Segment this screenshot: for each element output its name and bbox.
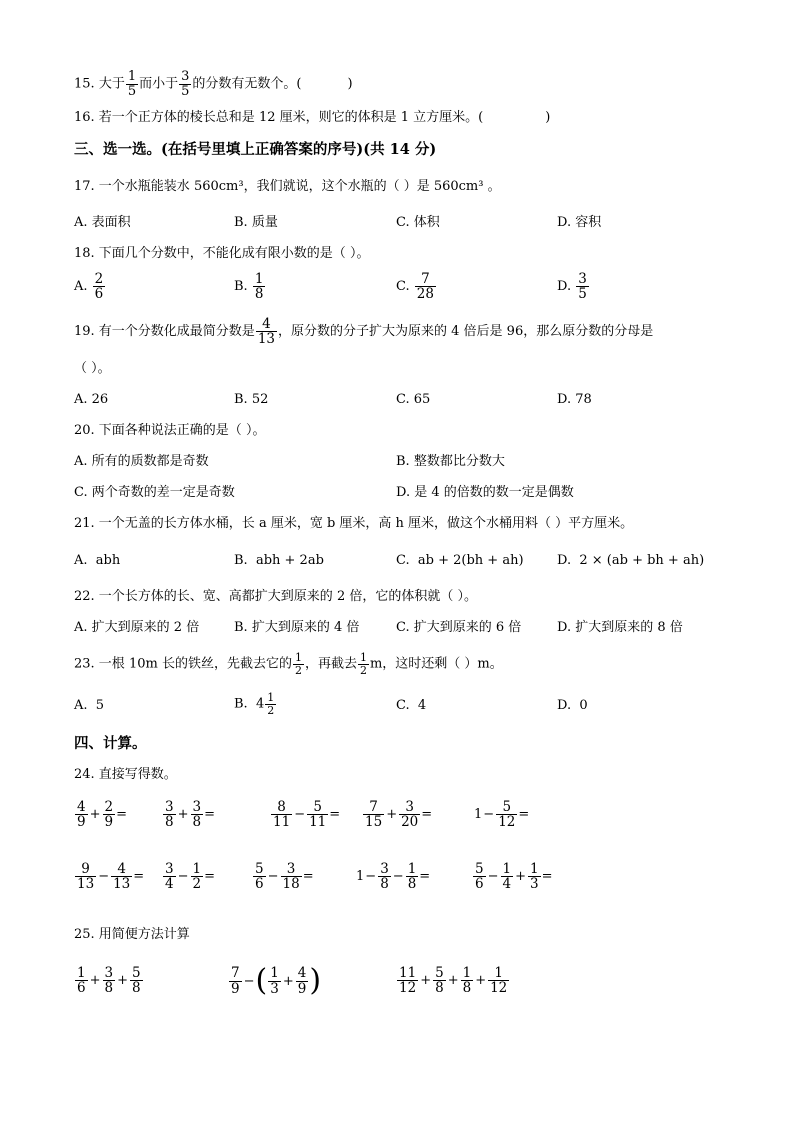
calc-expression: $\frac{1}{6}$ + $\frac{3}{8}$ + $\frac{5}{8}$ [77,965,141,997]
option-b[interactable]: B. 4 $\frac{1}{2}$ [234,691,275,717]
question-16: 16. 若一个正方体的棱长总和是 12 厘米，则它的体积是 1 立方厘米。( ) [74,110,551,125]
calc-item: 1− $\frac{5}{12}$ = [474,799,530,831]
fraction: $\frac{1}{5}$ [127,69,137,99]
fraction: $\frac{7}{28}$ [416,271,434,303]
option-b[interactable]: B. 质量 [234,215,278,230]
option-a[interactable]: A. 5 [74,698,105,713]
option-a[interactable]: A. 26 [74,392,109,407]
fraction: $\frac{3}{5}$ [578,271,587,303]
fraction: $\frac{4}{13}$ [257,316,275,348]
option-c[interactable]: C. 体积 [396,215,440,230]
option-d[interactable]: D. 是 4 的倍数的数一定是偶数 [396,485,574,500]
calc-expression: $\frac{7}{9}$ −( $\frac{1}{3}$ + $\frac{4}{9}$ ) [231,963,322,998]
question-24: 24. 直接写得数。 [74,767,177,782]
option-b[interactable]: B. 扩大到原来的 4 倍 [234,620,360,635]
option-a[interactable]: A. 所有的质数都是奇数 [74,454,209,469]
question-22: 22. 一个长方体的长、宽、高都扩大到原来的 2 倍，它的体积就（ ）。 [74,589,477,604]
option-b[interactable]: B. 整数都比分数大 [396,454,505,469]
option-d[interactable]: D. 0 [557,698,588,713]
calc-item: $\frac{3}{8}$ + $\frac{3}{8}$ = [165,799,215,831]
calc-item: $\frac{7}{15}$ + $\frac{3}{20}$ = [365,799,433,831]
option-d[interactable]: D. 容积 [557,215,602,230]
option-b[interactable]: B. 52 [234,392,269,407]
option-c[interactable]: C. 4 [396,698,427,713]
section-heading-4: 四、计算。 [74,735,147,752]
question-21: 21. 一个无盖的长方体水桶，长 a 厘米，宽 b 厘米，高 h 厘米，做这个水桶用料（ ）平方厘米。 [74,516,634,531]
calc-item: $\frac{9}{13}$ − $\frac{4}{13}$ = [77,861,145,893]
question-19-blank: （ ）。 [74,361,111,376]
option-a[interactable]: A. $\frac{2}{6}$ [74,271,104,303]
calc-item: $\frac{8}{11}$ − $\frac{5}{11}$ = [273,799,341,831]
option-d[interactable]: D. $\frac{3}{5}$ [557,271,587,303]
calc-item: $\frac{5}{6}$ − $\frac{3}{18}$ = [255,861,314,893]
calc-item: $\frac{5}{6}$ − $\frac{1}{4}$ + $\frac{1}{3}$ = [475,861,553,893]
fraction: $\frac{1}{8}$ [254,271,264,303]
option-c[interactable]: C. 两个奇数的差一定是奇数 [74,485,235,500]
calc-expression: $\frac{11}{12}$ + $\frac{5}{8}$ + $\frac{1}{8}$ + $\frac{1}{12}$ [399,965,508,997]
question-15: 15. 大于 $\frac{1}{5}$ 而小于 $\frac{3}{5}$ 的分数有无数个。( ) [74,69,353,99]
question-17: 17. 一个水瓶能装水 560cm³，我们就说，这个水瓶的（ ）是 560cm³ 。 [74,179,501,194]
calc-item: $\frac{4}{9}$ + $\frac{2}{9}$ = [77,799,127,831]
question-20: 20. 下面各种说法正确的是（ ）。 [74,423,266,438]
question-19: 19. 有一个分数化成最简分数是 $\frac{4}{13}$ ，原分数的分子扩大为原来的 4 倍后是 96，那么原分数的分母是 [74,316,654,348]
option-d[interactable]: D. 78 [557,392,592,407]
question-number: 15. [74,76,95,92]
option-a[interactable]: A. abh [74,553,121,568]
question-25: 25. 用简便方法计算 [74,927,190,942]
fraction: $\frac{2}{6}$ [94,271,104,303]
option-c[interactable]: C. 65 [396,392,431,407]
calc-item: $\frac{3}{4}$ − $\frac{1}{2}$ = [165,861,215,893]
fraction: $\frac{1}{2}$ [267,691,275,717]
option-c[interactable]: C. ab + 2(bh + ah) [396,553,524,568]
option-d[interactable]: D. 2 × (ab + bh + ah) [557,553,705,568]
question-18: 18. 下面几个分数中，不能化成有限小数的是（ ）。 [74,246,370,261]
fraction: $\frac{1}{2}$ [359,651,367,677]
option-a[interactable]: A. 扩大到原来的 2 倍 [74,620,200,635]
option-c[interactable]: C. $\frac{7}{28}$ [396,271,434,303]
option-b[interactable]: B. $\frac{1}{8}$ [234,271,264,303]
option-b[interactable]: B. abh + 2ab [234,553,324,568]
option-a[interactable]: A. 表面积 [74,215,131,230]
calc-item: 1− $\frac{3}{8}$ − $\frac{1}{8}$ = [356,861,431,893]
fraction: $\frac{1}{2}$ [294,651,302,677]
fraction: $\frac{3}{5}$ [181,69,190,99]
option-c[interactable]: C. 扩大到原来的 6 倍 [396,620,522,635]
option-d[interactable]: D. 扩大到原来的 8 倍 [557,620,683,635]
section-heading-3: 三、选一选。(在括号里填上正确答案的序号)(共 14 分) [74,141,437,158]
question-23: 23. 一根 10m 长的铁丝，先截去它的 $\frac{1}{2}$ ，再截去 $\frac{1}{2}$ m，这时还剩（ ）m。 [74,651,503,677]
